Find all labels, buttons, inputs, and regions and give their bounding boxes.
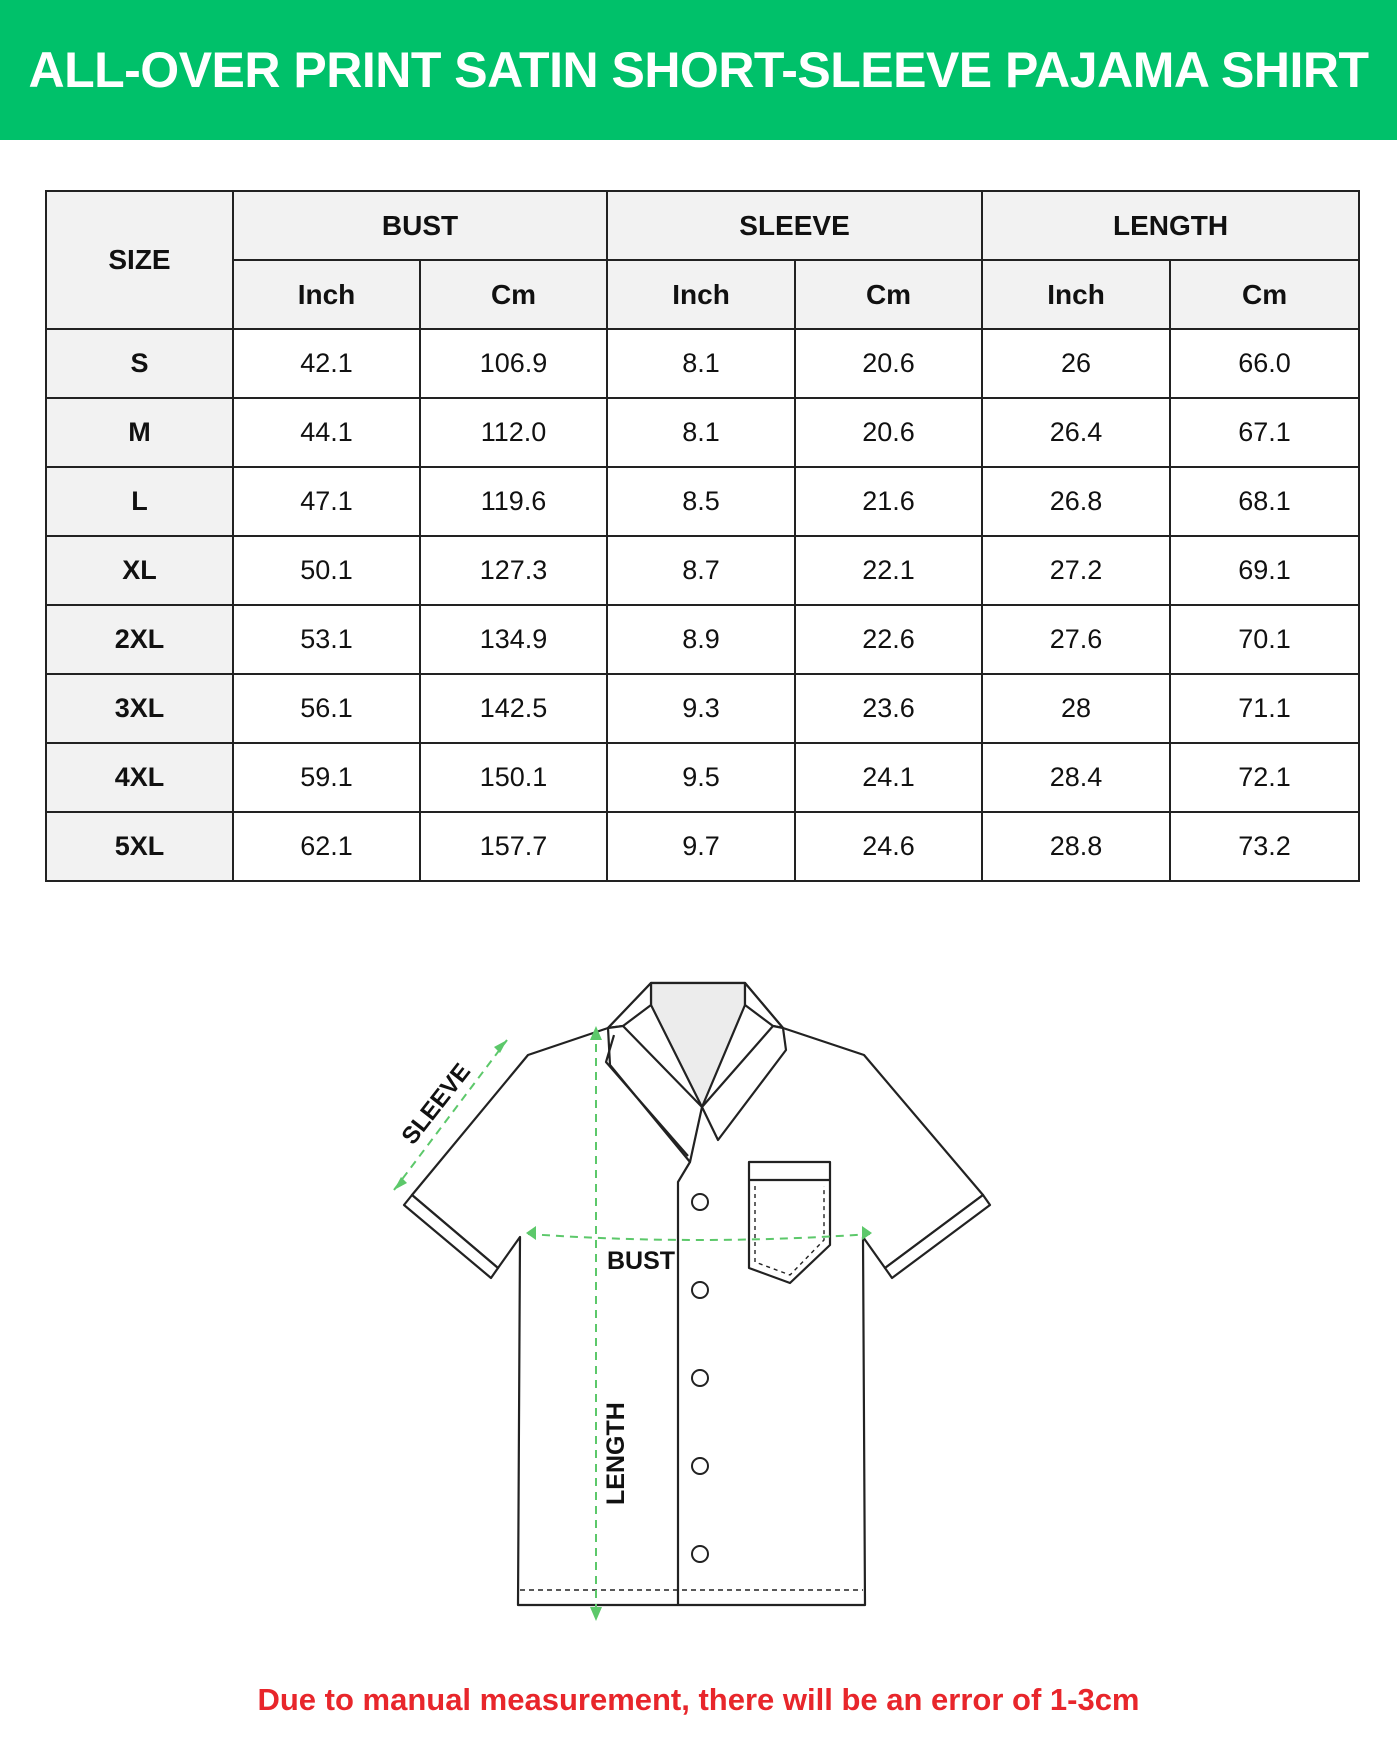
measurement-cell: 53.1 (233, 605, 420, 674)
measurement-cell: 134.9 (420, 605, 607, 674)
size-cell: M (46, 398, 233, 467)
table-row (46, 467, 1359, 536)
measurement-cell: 106.9 (420, 329, 607, 398)
measurement-cell: 9.7 (607, 812, 795, 881)
size-cell: 4XL (46, 743, 233, 812)
arrowhead (494, 1040, 507, 1053)
measurement-cell: 23.6 (795, 674, 982, 743)
measurement-cell: 28 (982, 674, 1170, 743)
measurement-cell: 56.1 (233, 674, 420, 743)
measurement-cell: 62.1 (233, 812, 420, 881)
measurement-cell: 112.0 (420, 398, 607, 467)
measurement-cell: 47.1 (233, 467, 420, 536)
button (692, 1546, 708, 1562)
measurement-cell: 26.8 (982, 467, 1170, 536)
measurement-cell: 22.6 (795, 605, 982, 674)
measurement-cell: 69.1 (1170, 536, 1359, 605)
measurement-cell: 142.5 (420, 674, 607, 743)
sleeve-header: SLEEVE (607, 191, 982, 260)
size-cell: L (46, 467, 233, 536)
size-cell: 5XL (46, 812, 233, 881)
button (692, 1282, 708, 1298)
unit-header: Cm (795, 260, 982, 329)
measurement-cell: 9.5 (607, 743, 795, 812)
table-row (46, 398, 1359, 467)
page-title: ALL-OVER PRINT SATIN SHORT-SLEEVE PAJAMA SHIRT (28, 42, 1369, 98)
measurement-cell: 28.4 (982, 743, 1170, 812)
unit-header: Inch (233, 260, 420, 329)
size-cell: S (46, 329, 233, 398)
measurement-cell: 8.7 (607, 536, 795, 605)
button (692, 1194, 708, 1210)
measurement-cell: 59.1 (233, 743, 420, 812)
measurement-cell: 22.1 (795, 536, 982, 605)
measurement-cell: 9.3 (607, 674, 795, 743)
measurement-cell: 26 (982, 329, 1170, 398)
measurement-cell: 67.1 (1170, 398, 1359, 467)
measurement-cell: 21.6 (795, 467, 982, 536)
length-label: LENGTH (602, 1402, 630, 1505)
table-body (46, 329, 1359, 881)
measurement-cell: 127.3 (420, 536, 607, 605)
unit-header: Cm (1170, 260, 1359, 329)
measurement-cell: 72.1 (1170, 743, 1359, 812)
measurement-cell: 28.8 (982, 812, 1170, 881)
size-column-header: SIZE (46, 191, 233, 329)
size-cell: 3XL (46, 674, 233, 743)
shirt-measurement-diagram (0, 900, 1397, 1680)
measurement-cell: 119.6 (420, 467, 607, 536)
measurement-cell: 8.9 (607, 605, 795, 674)
size-cell: 2XL (46, 605, 233, 674)
bust-header: BUST (233, 191, 607, 260)
unit-header: Cm (420, 260, 607, 329)
measurement-cell: 71.1 (1170, 674, 1359, 743)
table-row (46, 329, 1359, 398)
measurement-cell: 68.1 (1170, 467, 1359, 536)
measurement-cell: 44.1 (233, 398, 420, 467)
measurement-cell: 50.1 (233, 536, 420, 605)
table-row (46, 743, 1359, 812)
measurement-cell: 73.2 (1170, 812, 1359, 881)
measurement-cell: 150.1 (420, 743, 607, 812)
measurement-cell: 70.1 (1170, 605, 1359, 674)
bust-label: BUST (607, 1247, 676, 1275)
table-row (46, 605, 1359, 674)
unit-header: Inch (607, 260, 795, 329)
measurement-cell: 157.7 (420, 812, 607, 881)
table-row (46, 536, 1359, 605)
table-group-header-row (46, 191, 1359, 260)
measurement-cell: 66.0 (1170, 329, 1359, 398)
size-chart-table (45, 190, 1360, 882)
button (692, 1370, 708, 1386)
measurement-cell: 42.1 (233, 329, 420, 398)
length-header: LENGTH (982, 191, 1359, 260)
unit-header: Inch (982, 260, 1170, 329)
measurement-cell: 20.6 (795, 329, 982, 398)
sleeve-label: SLEEVE (396, 1058, 477, 1150)
measurement-cell: 8.1 (607, 329, 795, 398)
measurement-cell: 20.6 (795, 398, 982, 467)
measurement-cell: 8.5 (607, 467, 795, 536)
measurement-note: Due to manual measurement, there will be an error of 1-3cm (257, 1682, 1140, 1717)
table-row (46, 812, 1359, 881)
arrowhead (394, 1177, 407, 1190)
size-cell: XL (46, 536, 233, 605)
measurement-cell: 24.6 (795, 812, 982, 881)
measurement-cell: 27.6 (982, 605, 1170, 674)
measurement-cell: 26.4 (982, 398, 1170, 467)
arrowhead (590, 1607, 602, 1621)
table-unit-header-row (46, 260, 1359, 329)
header-banner (0, 0, 1397, 140)
measurement-cell: 27.2 (982, 536, 1170, 605)
measurement-cell: 8.1 (607, 398, 795, 467)
table-row (46, 674, 1359, 743)
measurement-cell: 24.1 (795, 743, 982, 812)
button (692, 1458, 708, 1474)
